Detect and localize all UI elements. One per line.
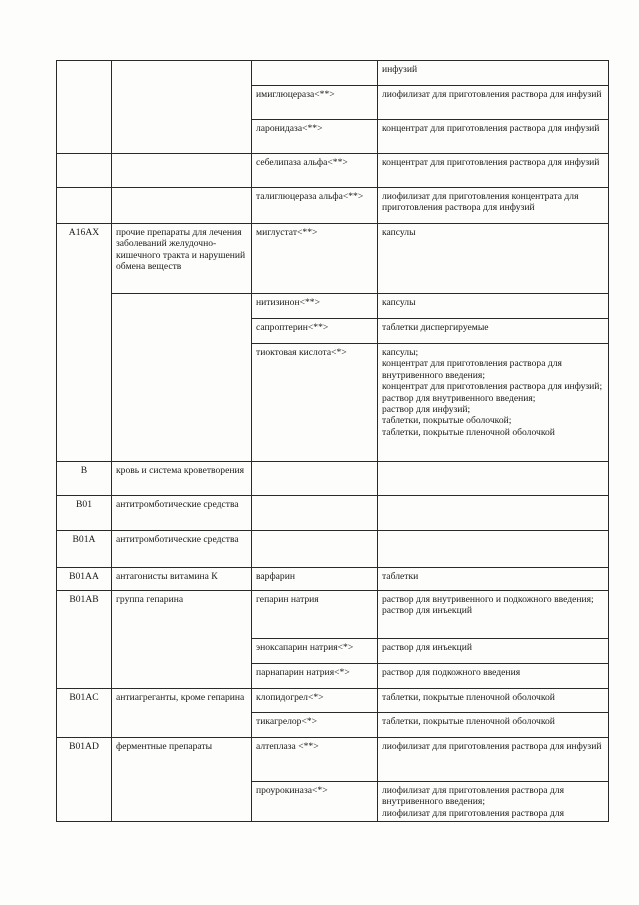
table-cell: проурокиназа<*> [252,782,378,822]
table-cell: антагонисты витамина К [112,568,252,591]
table-cell: тикагрелор<*> [252,713,378,738]
table-row [57,294,609,319]
table-row [57,224,609,294]
atc-code-cell: B01AB [57,591,112,689]
table-row [57,154,609,188]
atc-code-cell: B [57,462,112,496]
atc-code-cell: B01AC [57,689,112,738]
table-cell: концентрат для приготовления раствора для инфузий [378,120,609,154]
table-cell [57,188,112,224]
table-cell: эноксапарин натрия<*> [252,639,378,664]
drug-table-body [57,61,609,822]
table-cell: раствор для внутривенного и подкожного введения; раствор для инъекций [378,591,609,639]
table-row [57,738,609,782]
table-cell: антитромботические средства [112,496,252,531]
table-cell: таблетки, покрытые пленочной оболочкой [378,689,609,713]
table-cell: сапроптерин<**> [252,319,378,344]
atc-code-cell: B01AA [57,568,112,591]
table-cell [252,531,378,568]
table-cell: антитромботические средства [112,531,252,568]
table-cell: лиофилизат для приготовления раствора для инфузий [378,86,609,120]
table-cell [252,496,378,531]
table-cell: миглустат<**> [252,224,378,294]
table-cell: инфузий [378,61,609,86]
table-cell [112,61,252,154]
table-cell: концентрат для приготовления раствора для инфузий [378,154,609,188]
table-cell: тиоктовая кислота<*> [252,344,378,462]
table-cell [112,154,252,188]
table-cell: лиофилизат для приготовления раствора для внутривенного введения; лиофилизат для приготовления раствора для [378,782,609,822]
table-cell [252,462,378,496]
table-cell: таблетки, покрытые пленочной оболочкой [378,713,609,738]
table-cell: имиглюцераза<**> [252,86,378,120]
atc-code-cell: B01 [57,496,112,531]
table-cell [252,61,378,86]
table-cell: раствор для подкожного введения [378,664,609,689]
table-cell: таблетки [378,568,609,591]
table-cell: антиагреганты, кроме гепарина [112,689,252,738]
table-cell: алтеплаза <**> [252,738,378,782]
table-cell: гепарин натрия [252,591,378,639]
table-cell: лиофилизат для приготовления концентрата для приготовления раствора для инфузий [378,188,609,224]
table-row [57,531,609,568]
table-cell: себелипаза альфа<**> [252,154,378,188]
table-cell: раствор для инъекций [378,639,609,664]
table-cell: талиглюцераза альфа<**> [252,188,378,224]
table-cell: капсулы; концентрат для приготовления раствора для внутривенного введения; концентрат для приготовления раствора для инфузий; раствор для внутривенного введения; раствор для инфузий; таблетки, покрытые оболочкой; таблетки, покрытые пленочной оболочкой [378,344,609,462]
table-cell: клопидогрел<*> [252,689,378,713]
table-cell: прочие препараты для лечения заболеваний желудочно-кишечного тракта и нарушений обмена веществ [112,224,252,294]
table-cell [57,61,112,154]
table-cell: лиофилизат для приготовления раствора для инфузий [378,738,609,782]
table-cell: ферментные препараты [112,738,252,822]
table-row [57,462,609,496]
table-cell [378,531,609,568]
table-cell [378,462,609,496]
drug-table [56,60,609,822]
table-row [57,568,609,591]
table-row [57,61,609,86]
table-row [57,689,609,713]
table-cell: нитизинон<**> [252,294,378,319]
atc-code-cell: B01AD [57,738,112,822]
table-cell: капсулы [378,294,609,319]
table-row [57,591,609,639]
table-cell: варфарин [252,568,378,591]
table-cell [112,188,252,224]
table-row [57,188,609,224]
table-cell: капсулы [378,224,609,294]
table-cell: кровь и система кроветворения [112,462,252,496]
table-cell: ларонидаза<**> [252,120,378,154]
table-cell: парнапарин натрия<*> [252,664,378,689]
table-cell: группа гепарина [112,591,252,689]
table-row [57,496,609,531]
table-cell [112,294,252,462]
table-cell [57,154,112,188]
atc-code-cell: B01A [57,531,112,568]
table-cell [378,496,609,531]
atc-code-cell: A16AX [57,224,112,462]
table-cell: таблетки диспергируемые [378,319,609,344]
